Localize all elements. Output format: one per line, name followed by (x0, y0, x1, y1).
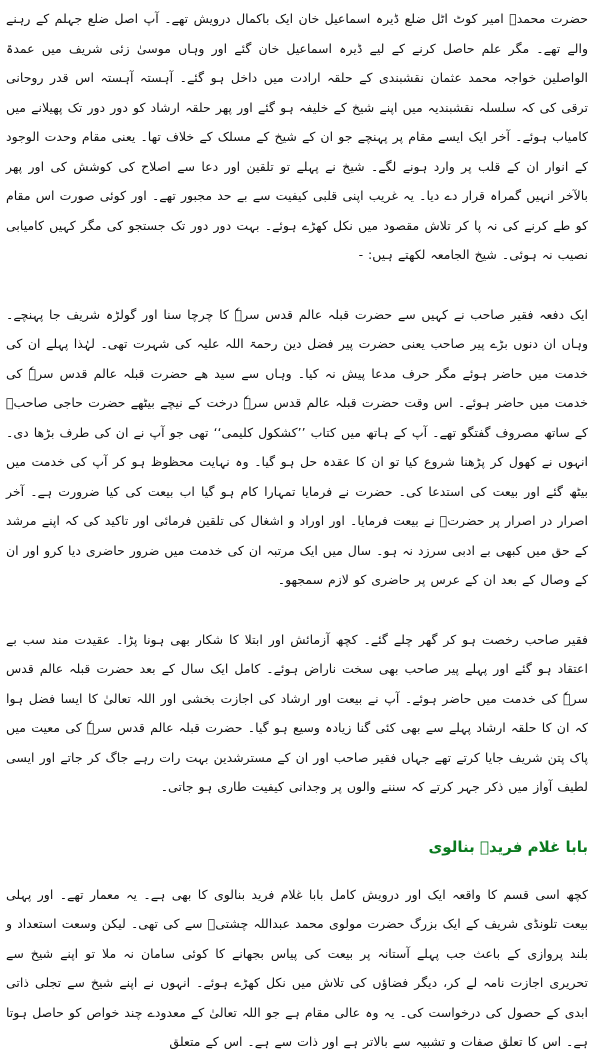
section-heading: بابا غلام فریدؒ بنالوی (428, 837, 588, 856)
paragraph-faqir-sahib-intro: حضرت محمدؐ امیر کوٹ اٹل ضلع ڈیرہ اسماعیل خان ایک باکمال درویش تھے۔ آپ اصل ضلع جہلم کے رہنے والے تھے۔ مگر علم حاصل کرنے کے لیے ڈیرہ اسماعیل خان گئے اور وہاں موسیٰ زئی شریف میں عمدۃ الواصلین خواجہ محمد عثمان نقشبندی کے حلقہ ارادت میں داخل ہو گئے۔ آہستہ آہستہ اس قدر روحانی ترقی کی کہ سلسلہ نقشبندیہ میں اپنے شیخ کے خلیفہ ہو گئے اور پھر حلقہ ارشاد کو دور دور تک پھیلانے میں کامیاب ہوئے۔ آخر ایک ایسے مقام پر پہنچے جو ان کے شیخ کے مسلک کے خلاف تھا۔ یعنی مقام وحدت الوجود کے انوار ان کے قلب پر وارد ہونے لگے۔ شیخ نے پہلے تو تلقین اور دعا سے اصلاح کی کوشش کی اور پھر بالآخر انہیں گمراہ قرار دے دیا۔ یہ غریب اپنی قلبی کیفیت سے بے حد مجبور تھے۔ اور کوئی صورت اس مقام کو طے کرنے کی نہ پا کر تلاش مقصود میں نکل کھڑے ہوئے۔ بہت دور دور تک جستجو کی مگر کہیں کامیابی نصیب نہ ہوئی۔ شیخ الجامعہ لکھتے ہیں: - (6, 11, 588, 262)
paragraph-return-home: فقیر صاحب رخصت ہو کر گھر چلے گئے۔ کچھ آزمائش اور ابتلا کا شکار بھی ہونا پڑا۔ عقیدت مند سب بے اعتقاد ہو گئے اور پہلے پیر صاحب بھی سخت ناراض ہوئے۔ کامل ایک سال کے بعد حضرت قبلہ عالم قدس سرہٗ کی خدمت میں حاضر ہوئے۔ آپ نے بیعت اور ارشاد کی اجازت بخشی اور اللہ تعالیٰ کا ایسا فضل ہوا کہ ان کا حلقہ ارشاد پہلے سے بھی کئی گنا زیادہ وسیع ہو گیا۔ حضرت قبلہ عالم قدس سرہٗ کی معیت میں پاک پتن شریف جایا کرتے تھے جہاں فقیر صاحب اور ان کے مسترشدین بہت رات رہے جاگ کر جاتے اور ایسی لطیف آواز میں ذکر جہر کرتے کہ سننے والوں پر وجدانی کیفیت طاری ہو جاتی۔ (6, 631, 588, 794)
paragraph-golra-visit: ایک دفعہ فقیر صاحب نے کہیں سے حضرت قبلہ عالم قدس سرہٗ کا چرچا سنا اور گولڑہ شریف جا پہنچے۔ وہاں ان دنوں بڑے پیر صاحب یعنی حضرت پیر فضل دین رحمۃ اللہ علیہ کی شہرت تھی۔ لہٰذا پہلے ان کی خدمت میں حاضر ہوئے مگر حرف مدعا پیش نہ کیا۔ وہاں سے سید ھے حضرت قبلہ عالم قدس سرہٗ کی خدمت میں حاضر ہوئے۔ اس وقت حضرت قبلہ عالم قدس سرہٗ درخت کے نیچے بیٹھے حضرت حاجی صاحبؒ کے ساتھ مصروف گفتگو تھے۔ آپ کے ہاتھ میں کتاب ’’کشکول کلیمی‘‘ تھی جو آپ نے ان کی طرف بڑھا دی۔ انہوں نے کھول کر پڑھنا شروع کیا تو ان کا عقدہ حل ہو گیا۔ وہ نہایت محظوظ ہو کر آپ کی خدمت میں بیٹھ گئے اور بیعت کی استدعا کی۔ حضرت نے فرمایا تمہارا کام ہو گیا اب بیعت کی کیا ضرورت ہے۔ آخر اصرار در اصرار پر حضرتؒ نے بیعت فرمایا۔ اور اوراد و اشغال کی تلقین فرمائی اور تاکید کی کہ اپنے مرشد کے حق میں کبھی بے ادبی سرزد نہ ہو۔ سال میں ایک مرتبہ ان کی خدمت میں ضرور حاضری دیا کرو اور ان کے وصال کے بعد ان کے عرس پر حاضری کو لازم سمجھو۔ (6, 306, 588, 587)
paragraph-baba-ghulam-farid: کچھ اسی قسم کا واقعہ ایک اور درویش کامل بابا غلام فرید بنالوی کا بھی ہے۔ یہ معمار تھے۔ اور پہلی بیعت تلونڈی شریف کے ایک بزرگ حضرت مولوی محمد عبداللہ چشتیؒ سے کی تھی۔ لیکن وسعت استعداد و بلند پروازی کے باعث جب پہلے آستانہ پر بیعت کی پیاس بجھانے کا کوئی سامان نہ ملا تو اپنے شیخ سے تحریری اجازت نامہ لے کر، دیگر فضاؤں کی تلاش میں نکل کھڑے ہوئے۔ انہوں نے اپنے شیخ سے تجلی ذاتی ابدی کے حصول کی درخواست کی۔ یہ وہ عالی مقام ہے جو اللہ تعالیٰ کے معدودے چند خواص کو حاصل ہوتا ہے۔ اس کا تعلق صفات و تشبیہ سے بالاتر ہے اور ذات سے ہے۔ اس کے متعلق (6, 886, 588, 1049)
